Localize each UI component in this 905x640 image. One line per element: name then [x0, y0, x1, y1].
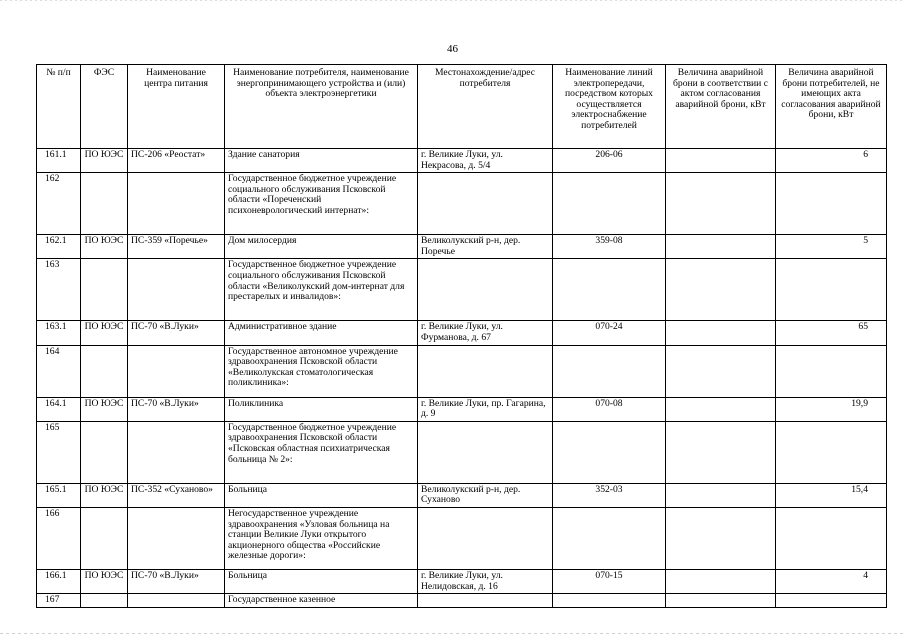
row-reserve-no-act: 15,4 — [776, 483, 887, 507]
scan-bottom-edge — [0, 633, 905, 634]
row-address — [418, 259, 553, 321]
row-fes — [81, 421, 128, 483]
row-reserve-act — [666, 345, 776, 397]
row-power-line: 070-08 — [553, 397, 666, 421]
row-power-center: ПС-70 «В.Луки» — [128, 569, 225, 593]
row-consumer: Больница — [225, 483, 418, 507]
header-power-center: Наименование центра питания — [128, 65, 225, 149]
row-fes — [81, 345, 128, 397]
row-reserve-no-act: 4 — [776, 569, 887, 593]
table-row — [37, 594, 887, 608]
page-number: 46 — [447, 43, 458, 55]
row-power-center: ПС-70 «В.Луки» — [128, 397, 225, 421]
row-power-center: ПС-352 «Суханово» — [128, 483, 225, 507]
row-reserve-no-act — [776, 594, 887, 608]
row-consumer: Дом милосердия — [225, 235, 418, 259]
row-reserve-no-act — [776, 345, 887, 397]
row-number: 164 — [37, 345, 81, 397]
row-reserve-act — [666, 235, 776, 259]
row-power-line — [553, 173, 666, 235]
row-address — [418, 594, 553, 608]
table-row — [37, 397, 887, 421]
row-reserve-no-act — [776, 259, 887, 321]
table-row — [37, 321, 887, 345]
table-row — [37, 235, 887, 259]
row-number: 166.1 — [37, 569, 81, 593]
table-row — [37, 421, 887, 483]
header-power-lines: Наименование линий электропередачи, посредством которых осуществляется электроснабжение потребителей — [553, 65, 666, 149]
row-power-center — [128, 421, 225, 483]
row-fes: ПО ЮЭС — [81, 397, 128, 421]
row-address: г. Великие Луки, ул. Некрасова, д. 5/4 — [418, 149, 553, 173]
row-number: 161.1 — [37, 149, 81, 173]
row-power-line: 070-15 — [553, 569, 666, 593]
row-address: г. Великие Луки, пр. Гагарина, д. 9 — [418, 397, 553, 421]
row-reserve-act — [666, 483, 776, 507]
consumer-table — [36, 64, 887, 608]
row-reserve-act — [666, 397, 776, 421]
row-fes: ПО ЮЭС — [81, 569, 128, 593]
row-power-center: ПС-70 «В.Луки» — [128, 321, 225, 345]
row-power-line — [553, 507, 666, 569]
row-consumer: Государственное бюджетное учреждение социального обслуживания Псковской области «Великолукский дом-интернат для престарелых и инвалидов»: — [225, 259, 418, 321]
row-reserve-act — [666, 421, 776, 483]
row-reserve-act — [666, 507, 776, 569]
row-consumer: Государственное бюджетное учреждение социального обслуживания Псковской области «Пореченский психоневрологический интернат»: — [225, 173, 418, 235]
row-consumer: Государственное казенное — [225, 594, 418, 608]
row-reserve-no-act: 65 — [776, 321, 887, 345]
row-consumer: Государственное автономное учреждение здравоохранения Псковской области «Великолукская стоматологическая поликлиника»: — [225, 345, 418, 397]
row-power-line — [553, 594, 666, 608]
row-address — [418, 173, 553, 235]
row-fes — [81, 507, 128, 569]
row-number: 162 — [37, 173, 81, 235]
row-number: 162.1 — [37, 235, 81, 259]
row-power-line: 206-06 — [553, 149, 666, 173]
row-number: 164.1 — [37, 397, 81, 421]
row-reserve-no-act — [776, 173, 887, 235]
header-consumer: Наименование потребителя, наименование энергопринимающего устройства и (или) объекта электроэнергетики — [225, 65, 418, 149]
row-address: г. Великие Луки, ул. Нелидовская, д. 16 — [418, 569, 553, 593]
row-address: г. Великие Луки, ул. Фурманова, д. 67 — [418, 321, 553, 345]
row-reserve-act — [666, 594, 776, 608]
row-address — [418, 345, 553, 397]
row-address: Великолукский р-н, дер. Поречье — [418, 235, 553, 259]
table-row — [37, 507, 887, 569]
row-fes — [81, 259, 128, 321]
row-power-center — [128, 173, 225, 235]
row-power-center: ПС-359 «Поречье» — [128, 235, 225, 259]
row-address: Великолукский р-н, дер. Суханово — [418, 483, 553, 507]
scan-top-edge — [0, 0, 905, 1]
row-power-center — [128, 259, 225, 321]
row-power-center — [128, 345, 225, 397]
row-reserve-act — [666, 569, 776, 593]
row-power-line: 359-08 — [553, 235, 666, 259]
row-power-line — [553, 421, 666, 483]
table-row — [37, 259, 887, 321]
row-power-center — [128, 507, 225, 569]
row-number: 166 — [37, 507, 81, 569]
row-fes: ПО ЮЭС — [81, 483, 128, 507]
row-fes: ПО ЮЭС — [81, 321, 128, 345]
row-reserve-no-act: 6 — [776, 149, 887, 173]
row-reserve-no-act: 5 — [776, 235, 887, 259]
header-reserve-act: Величина аварийной брони в соответствии с актом согласования аварийной брони, кВт — [666, 65, 776, 149]
row-reserve-no-act — [776, 421, 887, 483]
row-consumer: Негосударственное учреждение здравоохранения «Узловая больница на станции Великие Луки открытого акционерного общества «Российские железные дороги»: — [225, 507, 418, 569]
header-address: Местонахождение/адрес потребителя — [418, 65, 553, 149]
row-consumer: Здание санатория — [225, 149, 418, 173]
table-row — [37, 173, 887, 235]
row-power-center: ПС-206 «Реостат» — [128, 149, 225, 173]
row-fes: ПО ЮЭС — [81, 235, 128, 259]
row-number: 167 — [37, 594, 81, 608]
row-reserve-act — [666, 321, 776, 345]
table-row — [37, 569, 887, 593]
row-fes — [81, 173, 128, 235]
row-power-line: 070-24 — [553, 321, 666, 345]
row-number: 165 — [37, 421, 81, 483]
row-address — [418, 507, 553, 569]
table-header-row — [37, 65, 887, 149]
table-row — [37, 483, 887, 507]
header-reserve-no-act: Величина аварийной брони потребителей, не имеющих акта согласования аварийной брони, кВт — [776, 65, 887, 149]
header-fes: ФЭС — [81, 65, 128, 149]
row-power-center — [128, 594, 225, 608]
row-address — [418, 421, 553, 483]
header-num: № п/п — [37, 65, 81, 149]
row-reserve-act — [666, 173, 776, 235]
row-number: 165.1 — [37, 483, 81, 507]
row-number: 163 — [37, 259, 81, 321]
row-power-line — [553, 345, 666, 397]
row-reserve-no-act — [776, 507, 887, 569]
row-reserve-act — [666, 259, 776, 321]
row-consumer: Административное здание — [225, 321, 418, 345]
row-consumer: Поликлиника — [225, 397, 418, 421]
row-reserve-act — [666, 149, 776, 173]
row-fes: ПО ЮЭС — [81, 149, 128, 173]
row-fes — [81, 594, 128, 608]
row-power-line — [553, 259, 666, 321]
row-consumer: Больница — [225, 569, 418, 593]
row-number: 163.1 — [37, 321, 81, 345]
row-consumer: Государственное бюджетное учреждение здравоохранения Псковской области «Псковская областная психиатрическая больница № 2»: — [225, 421, 418, 483]
row-reserve-no-act: 19,9 — [776, 397, 887, 421]
table-row — [37, 345, 887, 397]
row-power-line: 352-03 — [553, 483, 666, 507]
table-row — [37, 149, 887, 173]
